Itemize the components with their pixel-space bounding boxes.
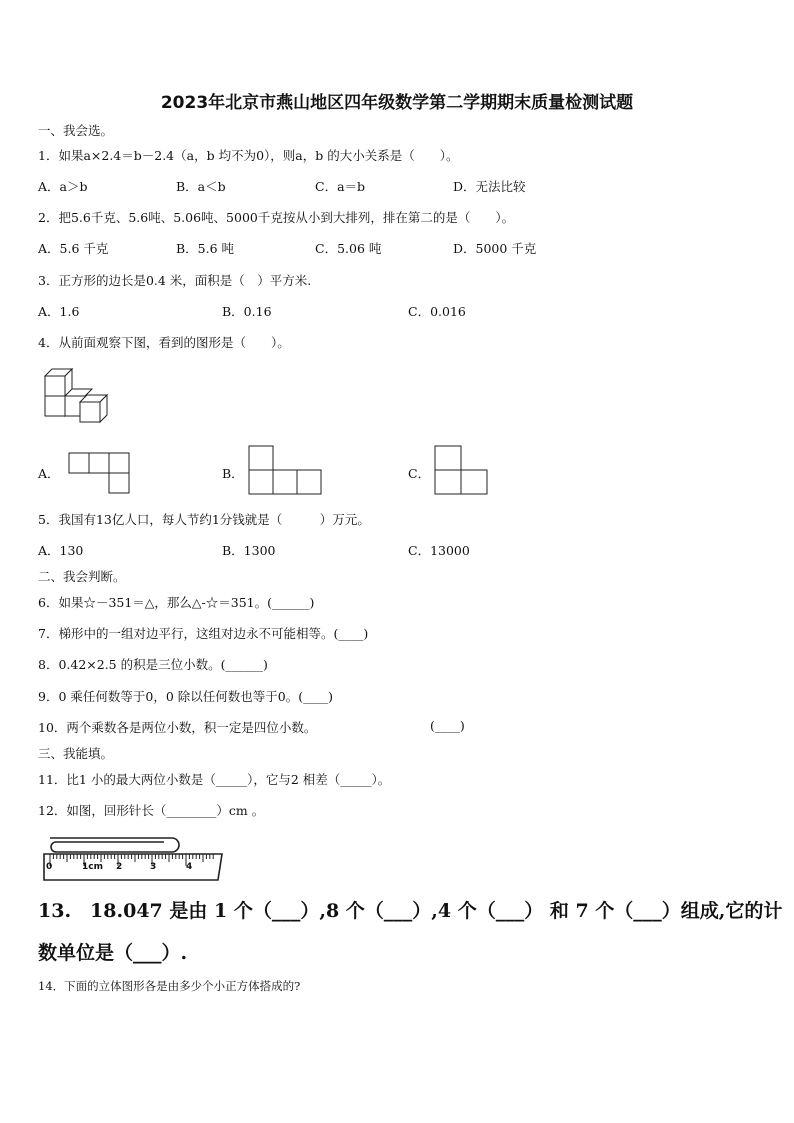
section-heading-choose: 一、我会选。	[38, 123, 114, 138]
section-heading-fill: 三、我能填。	[38, 746, 114, 761]
paperclip-ruler-figure	[42, 828, 226, 884]
q1-option-c: C．a＝b	[315, 179, 366, 194]
question-13-line-2: 数单位是（___）.	[38, 942, 188, 964]
ruler-label-1cm: 1cm	[82, 862, 103, 872]
question-14: 14．下面的立体图形各是由多少个小正方体搭成的?	[38, 979, 301, 993]
question-6: 6．如果☆－351＝△，那么△-☆＝351。(______)	[38, 595, 315, 610]
question-1: 1．如果a×2.4＝b－2.4（a，b 均不为0），则a，b 的大小关系是（ ）。	[38, 148, 459, 163]
q1-option-d: D．无法比较	[453, 179, 526, 194]
q4-shape-c	[434, 445, 488, 496]
question-12: 12．如图，回形针长（________）cm 。	[38, 803, 265, 818]
question-4: 4．从前面观察下图，看到的图形是（ ）。	[38, 335, 290, 350]
question-8: 8．0.42×2.5 的积是三位小数。(______)	[38, 657, 268, 672]
q4-option-b: B．	[222, 466, 244, 481]
q4-option-c: C．	[408, 466, 431, 481]
q4-option-a: A．	[38, 466, 60, 481]
q5-option-b: B．1300	[222, 543, 276, 558]
question-2: 2．把5.6千克、5.6吨、5.06吨、5000千克按从小到大排列，排在第二的是（ ）。	[38, 210, 515, 225]
ruler-label-0: 0	[46, 862, 53, 872]
q2-option-a: A．5.6 千克	[38, 241, 109, 256]
q4-shape-b	[248, 445, 322, 496]
question-13-line-1: 13. 18.047 是由 1 个（___）,8 个（___）,4 个（___） 和 7 个（___）组成,它的计	[38, 900, 783, 922]
q3-option-a: A．1.6	[38, 304, 80, 319]
q1-option-b: B．a＜b	[176, 179, 226, 194]
question-5: 5．我国有13亿人口，每人节约1分钱就是（ ）万元。	[38, 512, 370, 527]
q2-option-c: C．5.06 吨	[315, 241, 382, 256]
q1-option-a: A．a＞b	[38, 179, 88, 194]
question-7: 7．梯形中的一组对边平行，这组对边永不可能相等。(____)	[38, 626, 369, 641]
question-11: 11．比1 小的最大两位小数是（_____），它与2 相差（_____）。	[38, 772, 391, 787]
question-9: 9．0 乘任何数等于0，0 除以任何数也等于0。(____)	[38, 689, 333, 704]
q3-option-b: B．0.16	[222, 304, 272, 319]
ruler-label-3: 3	[150, 862, 157, 872]
question-10: 10．两个乘数各是两位小数，积一定是四位小数。	[38, 720, 317, 735]
q5-option-c: C．13000	[408, 543, 470, 558]
question-10-answer-blank: (____)	[430, 718, 465, 733]
cube-stack-figure	[40, 366, 120, 426]
q3-option-c: C．0.016	[408, 304, 466, 319]
q2-option-b: B．5.6 吨	[176, 241, 235, 256]
ruler-label-4: 4	[186, 862, 193, 872]
ruler	[44, 854, 222, 880]
q5-option-a: A．130	[38, 543, 84, 558]
paperclip-icon	[50, 838, 179, 852]
ruler-label-2: 2	[116, 862, 123, 872]
q2-option-d: D．5000 千克	[453, 241, 537, 256]
q4-shape-a	[68, 452, 132, 494]
section-heading-judge: 二、我会判断。	[38, 569, 126, 584]
page-title: 2023年北京市燕山地区四年级数学第二学期期末质量检测试题	[160, 93, 634, 113]
question-3: 3．正方形的边长是0.4 米，面积是（ ）平方米.	[38, 273, 312, 288]
